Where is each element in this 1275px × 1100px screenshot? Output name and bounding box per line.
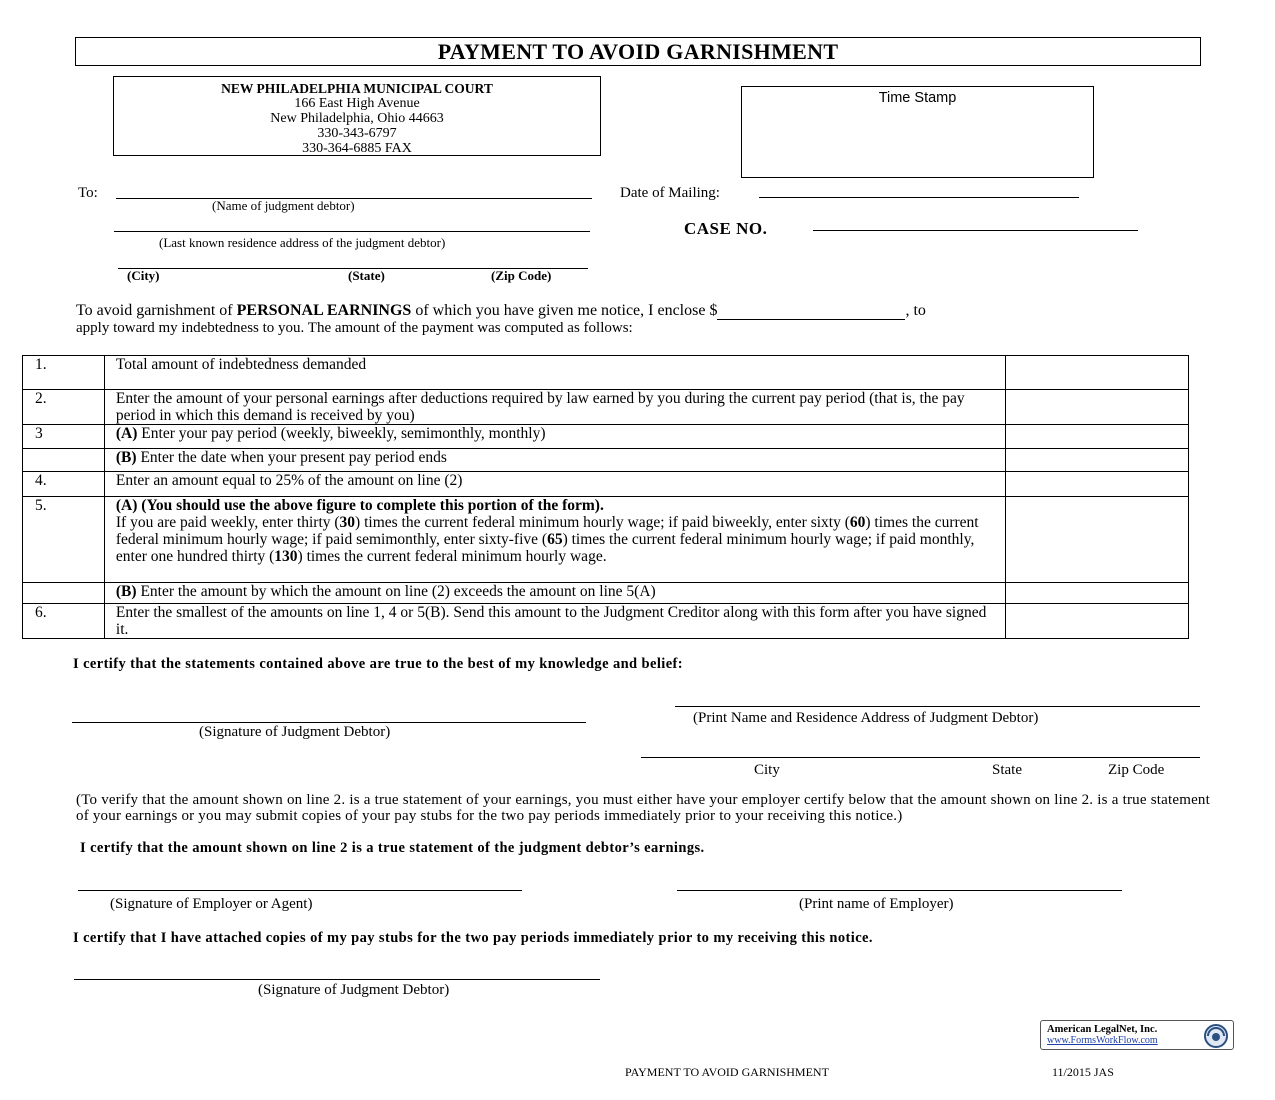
table-row-6 — [23, 604, 1189, 639]
row-number-blank — [23, 449, 105, 472]
verify-paragraph: (To verify that the amount shown on line 2. is a true statement of your earnings, you must either have your employer certify below that the amount shown on line 2. is a true statement of your earnings or you may submit copies of your pay stubs for the two pay periods immediately prior to your receiving this notice.) — [76, 792, 1210, 824]
amount-field-6[interactable] — [1005, 604, 1189, 639]
table-row-3b — [23, 449, 1189, 472]
date-of-mailing-line[interactable] — [759, 197, 1079, 198]
table-row-4 — [23, 472, 1189, 497]
row-text: Enter your pay period (weekly, biweekly, semimonthly, monthly) — [137, 425, 546, 442]
row-number: 6. — [23, 604, 105, 639]
row-description: Enter an amount equal to 25% of the amount on line (2) — [104, 472, 1005, 497]
print-name-caption: (Print Name and Residence Address of Judgment Debtor) — [693, 710, 1039, 726]
zip-label: Zip Code — [1108, 762, 1165, 778]
table-row-2 — [23, 390, 1189, 425]
intro-text-d: apply toward my indebtedness to you. The amount of the payment was computed as follows: — [76, 320, 633, 336]
publisher-name: American LegalNet, Inc. — [1047, 1024, 1158, 1035]
row-text: ) times the current federal minimum hourly wage; if paid monthly, enter one hundred thirty ( — [115, 531, 975, 565]
debtor-signature-caption-2: (Signature of Judgment Debtor) — [258, 982, 450, 998]
debtor-signature-line[interactable] — [72, 722, 586, 723]
court-name: NEW PHILADELPHIA MUNICIPAL COURT — [221, 81, 493, 96]
zip-caption: (Zip Code) — [491, 268, 552, 283]
row-number-bold: 30 — [339, 514, 356, 531]
table-row-5b — [23, 583, 1189, 604]
intro-paragraph — [76, 303, 1196, 336]
row-text: Enter the amount by which the amount on line (2) exceeds the amount on line 5(A) — [136, 583, 656, 600]
state-caption: (State) — [348, 268, 385, 283]
print-name-line[interactable] — [675, 706, 1200, 707]
row-number-bold: 130 — [274, 548, 298, 565]
row-text: ) times the current federal minimum hourly wage; if paid semimonthly, enter sixty-five ( — [115, 514, 979, 548]
amount-field-2[interactable] — [1005, 390, 1189, 425]
court-address-line2: New Philadelphia, Ohio 44663 — [270, 111, 444, 126]
row-text: ) times the current federal minimum hourly wage; if paid biweekly, enter sixty ( — [355, 514, 850, 531]
row-description — [104, 497, 1005, 583]
employer-name-caption: (Print name of Employer) — [799, 896, 954, 912]
certify-paystubs-statement: I certify that I have attached copies of my pay stubs for the two pay periods immediately prior to my receiving this notice. — [73, 930, 873, 946]
row-text: Enter the date when your present pay period ends — [136, 449, 447, 466]
debtor-name-caption: (Name of judgment debtor) — [212, 198, 355, 213]
amount-field-5a[interactable] — [1005, 497, 1189, 583]
table-row-3a — [23, 425, 1189, 449]
court-phone: 330-343-6797 — [317, 126, 397, 141]
case-no-label: CASE NO. — [684, 219, 768, 238]
row-text: If you are paid weekly, enter thirty ( — [115, 514, 340, 531]
row-description — [104, 449, 1005, 472]
debtor-signature-caption: (Signature of Judgment Debtor) — [199, 724, 391, 740]
case-no-line[interactable] — [813, 230, 1138, 231]
form-title-box — [75, 37, 1201, 66]
debtor-address-line[interactable] — [114, 231, 590, 232]
row-number: 5. — [23, 497, 105, 583]
city-caption: (City) — [127, 268, 160, 283]
row-text: ) times the current federal minimum hourly wage. — [297, 548, 607, 565]
table-row-1 — [23, 356, 1189, 390]
intro-text-a: To avoid garnishment of — [76, 302, 237, 319]
amount-field-1[interactable] — [1005, 356, 1189, 390]
row-description — [104, 425, 1005, 449]
court-info-box — [113, 76, 601, 156]
amount-field-5b[interactable] — [1005, 583, 1189, 604]
employer-name-line[interactable] — [677, 890, 1122, 891]
time-stamp-box — [741, 86, 1094, 178]
debtor-address-caption: (Last known residence address of the judgment debtor) — [159, 235, 446, 250]
row-number-bold: 60 — [849, 514, 866, 531]
table-row-5a — [23, 497, 1189, 583]
time-stamp-label: Time Stamp — [878, 90, 957, 106]
row-number: 4. — [23, 472, 105, 497]
row-description: Enter the smallest of the amounts on line 1, 4 or 5(B). Send this amount to the Judgment Creditor along with this form after you have signed it. — [104, 604, 1005, 639]
amount-field-4[interactable] — [1005, 472, 1189, 497]
calculation-table — [22, 355, 1189, 639]
row-number: 2. — [23, 390, 105, 425]
city-state-zip-signature-line[interactable] — [641, 757, 1200, 758]
intro-personal-earnings: PERSONAL EARNINGS — [236, 302, 412, 319]
publisher-logo — [1040, 1020, 1234, 1050]
to-label: To: — [78, 185, 98, 201]
row-number-blank — [23, 583, 105, 604]
employer-signature-caption: (Signature of Employer or Agent) — [110, 896, 313, 912]
form-title: PAYMENT TO AVOID GARNISHMENT — [437, 39, 839, 64]
amount-field-3a[interactable] — [1005, 425, 1189, 449]
debtor-signature-line-2[interactable] — [74, 979, 600, 980]
row-description: Total amount of indebtedness demanded — [104, 356, 1005, 390]
row-description — [104, 583, 1005, 604]
row-part-label: (B) — [115, 583, 137, 600]
certify-statement: I certify that the statements contained above are true to the best of my knowledge and belief: — [73, 656, 683, 672]
employer-signature-line[interactable] — [78, 890, 522, 891]
court-fax: 330-364-6885 FAX — [302, 141, 412, 156]
intro-text-b: of which you have given me notice, I enclose $ — [411, 302, 718, 319]
footer-title: PAYMENT TO AVOID GARNISHMENT — [625, 1065, 829, 1079]
court-address-line1: 166 East High Avenue — [294, 96, 420, 111]
row-part-label: (B) — [115, 449, 137, 466]
date-of-mailing-label: Date of Mailing: — [620, 185, 720, 201]
certify-employer-statement: I certify that the amount shown on line 2 is a true statement of the judgment debtor’s earnings. — [80, 840, 705, 856]
intro-text-c: , to — [905, 302, 926, 319]
enclosed-amount-field[interactable] — [717, 303, 905, 320]
footer-code: 11/2015 JAS — [1052, 1065, 1114, 1079]
row-number-bold: 65 — [547, 531, 563, 548]
row-part-label: (A) — [115, 425, 138, 442]
row-5a-heading: (A) (You should use the above figure to complete this portion of the form). — [115, 497, 604, 514]
row-description: Enter the amount of your personal earnings after deductions required by law earned by you during the current pay period (that is, the pay period in which this demand is received by you) — [104, 390, 1005, 425]
amount-field-3b[interactable] — [1005, 449, 1189, 472]
globe-icon — [1203, 1023, 1229, 1049]
row-number: 3 — [23, 425, 105, 449]
row-number: 1. — [23, 356, 105, 390]
publisher-url[interactable]: www.FormsWorkFlow.com — [1047, 1035, 1158, 1046]
city-label: City — [754, 762, 780, 778]
state-label: State — [992, 762, 1022, 778]
